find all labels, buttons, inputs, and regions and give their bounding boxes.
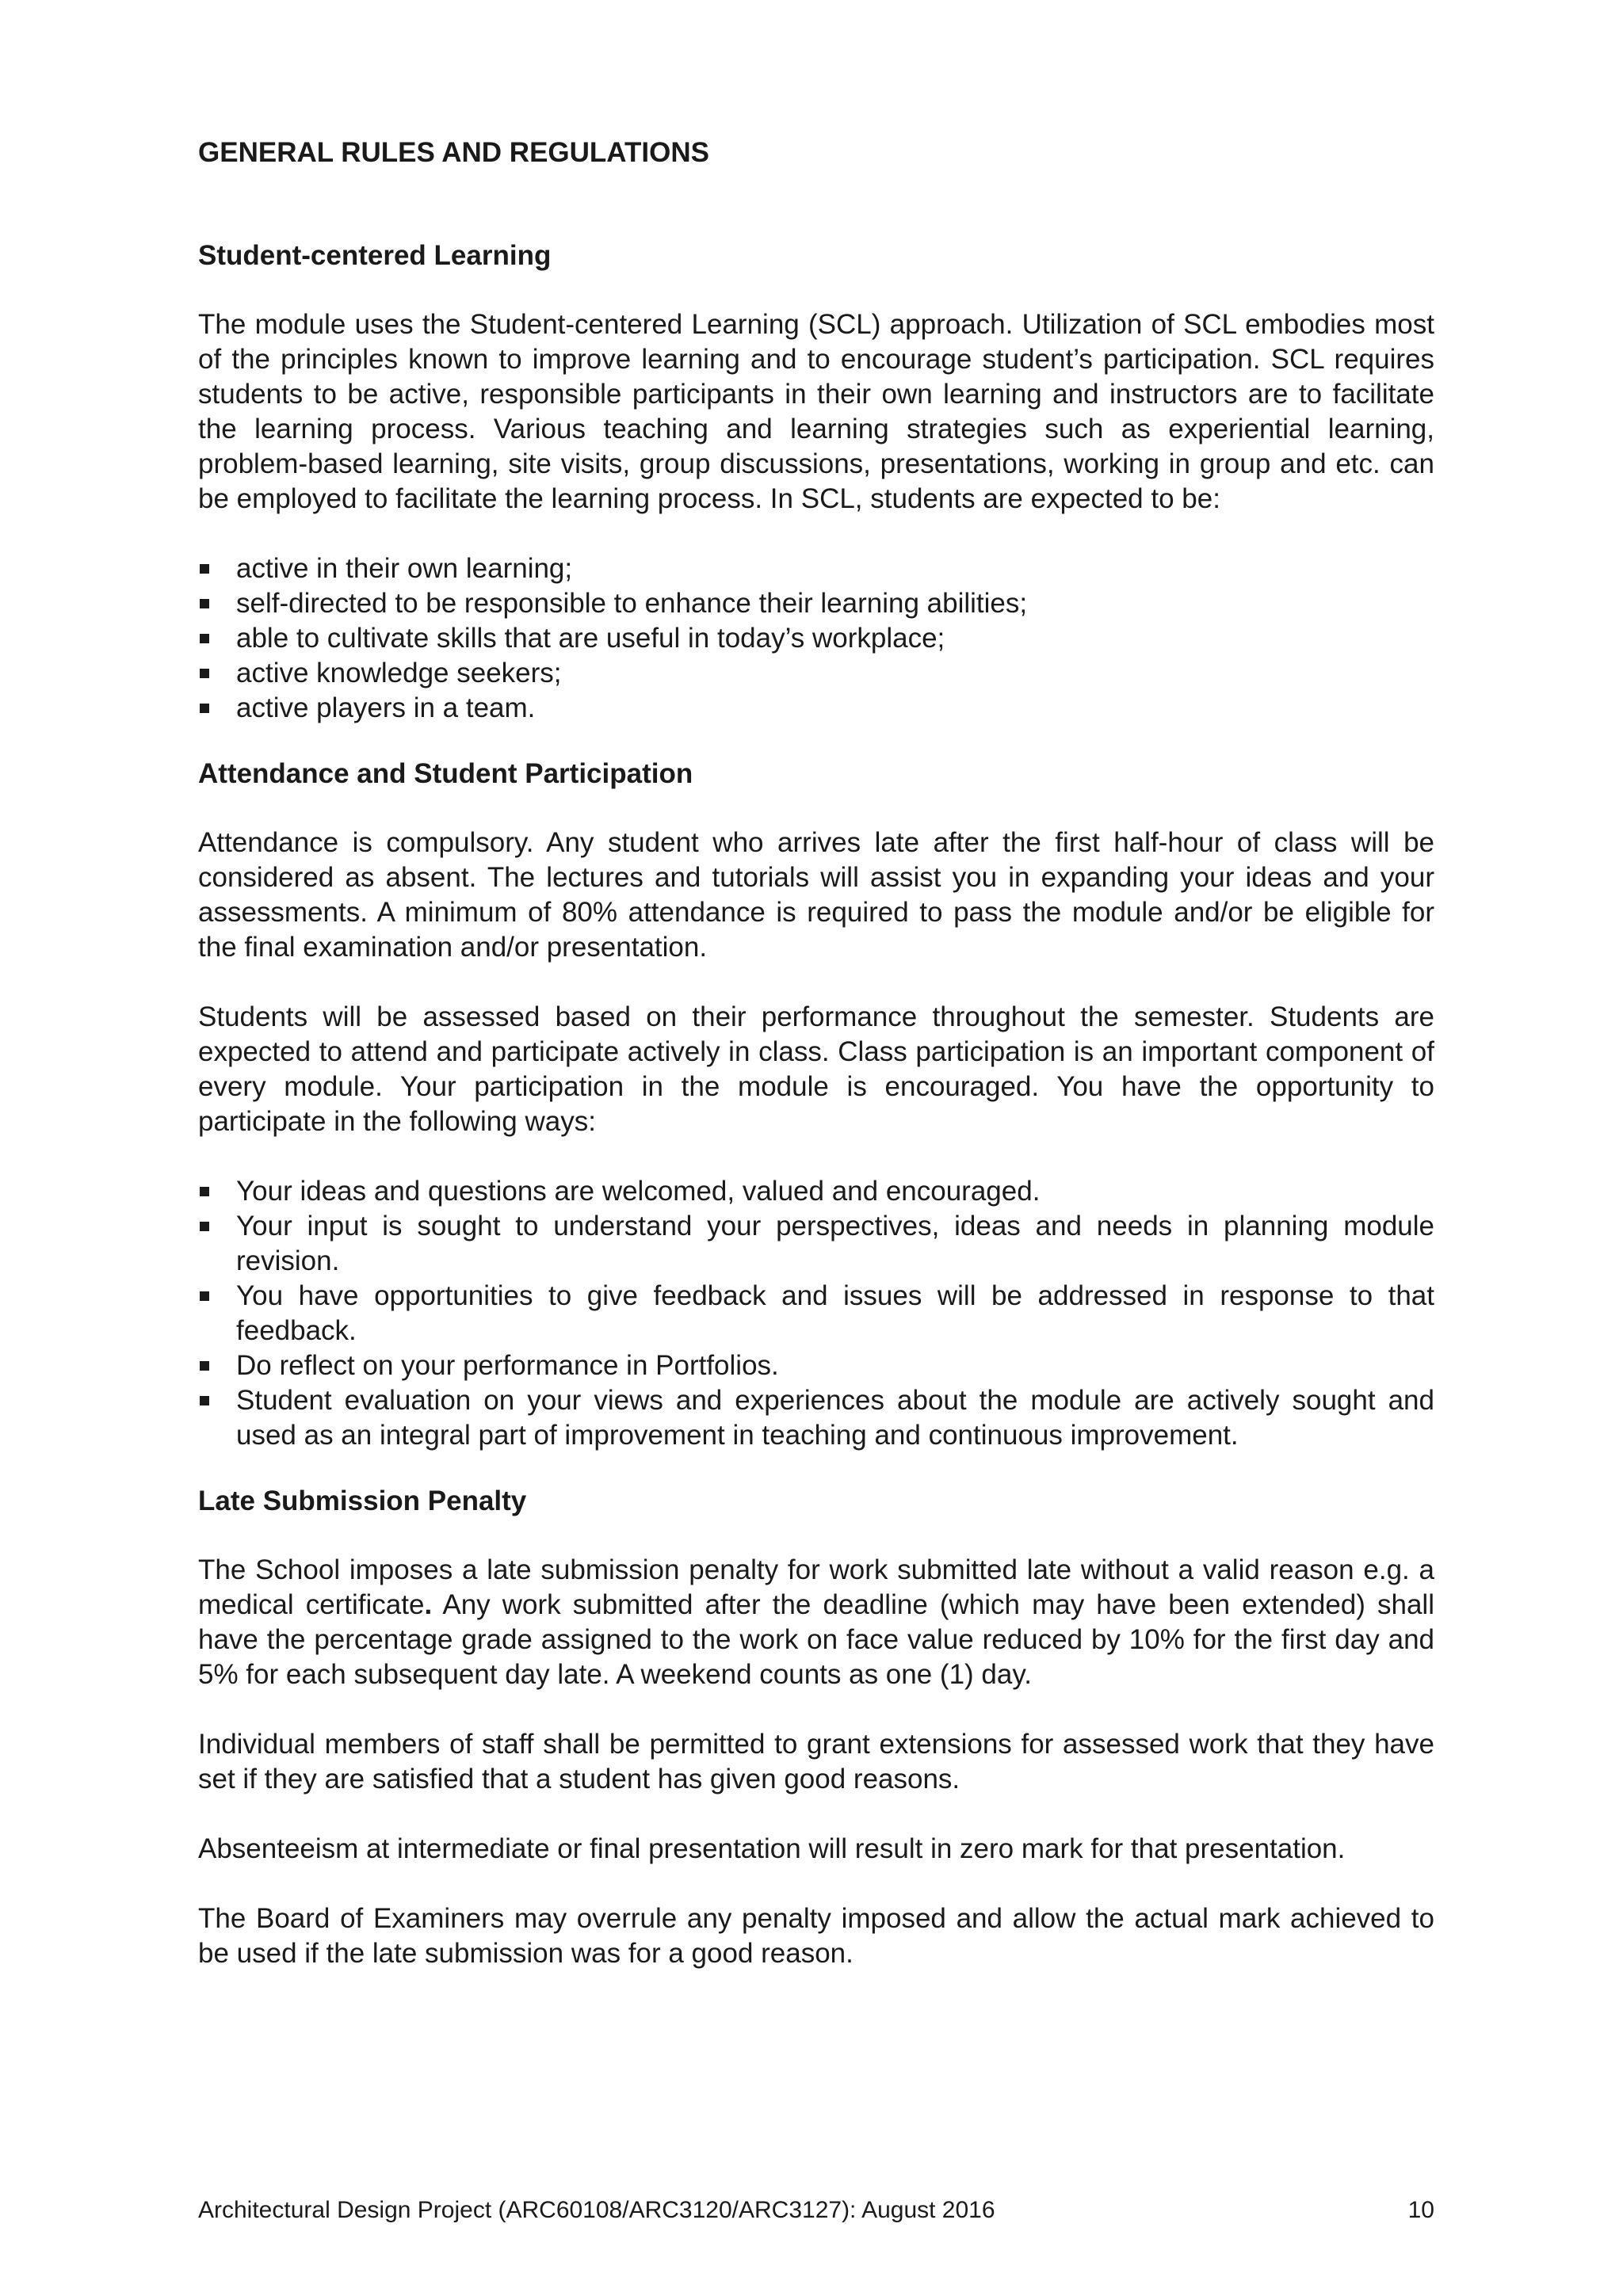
square-bullet-icon [200, 599, 209, 608]
attendance-paragraph-2: Students will be assessed based on their performance throughout the semester. Students are expected to attend and participate actively in class. Class participation is an important component of every module. Your participation in the module is encouraged. You have the opportunity to participate in the following ways: [198, 1001, 1434, 1137]
square-bullet-icon [200, 669, 209, 678]
list-item-text: active in their own learning; [236, 553, 573, 584]
page-number: 10 [1407, 2197, 1434, 2223]
list-item-text: active knowledge seekers; [236, 658, 562, 688]
list-item-text: active players in a team. [236, 692, 536, 723]
late-paragraph-1 [198, 1553, 1434, 1692]
list-item-text: You have opportunities to give feedback and issues will be addressed in response to that feedback. [236, 1280, 1434, 1346]
square-bullet-icon [200, 634, 209, 643]
list-item-text: self-directed to be responsible to enhance their learning abilities; [236, 588, 1028, 619]
list-item-text: Your ideas and questions are welcomed, valued and encouraged. [236, 1176, 1041, 1207]
list-item [198, 1383, 1434, 1453]
page-title: GENERAL RULES AND REGULATIONS [198, 137, 709, 168]
square-bullet-icon [200, 1361, 209, 1371]
list-item [198, 1174, 1434, 1209]
list-item-text: Student evaluation on your views and experiences about the module are actively sought and used as an integral part of improvement in teaching and continuous improvement. [236, 1385, 1434, 1451]
scl-paragraph: The module uses the Student-centered Learning (SCL) approach. Utilization of SCL embodies most of the principles known to improve learning and to encourage student’s participation. SCL requires students to be active, responsible participants in their own learning and instructors are to facilitate the learning process. Various teaching and learning strategies such as experiential learning, problem-based learning, site visits, group discussions, presentations, working in group and etc. can be employed to facilitate the learning process. In SCL, students are expected to be: [198, 309, 1434, 514]
late-submission-heading: Late Submission Penalty [198, 1486, 527, 1516]
attendance-paragraph-1: Attendance is compulsory. Any student who arrives late after the first half-hour of class will be considered as absent. The lectures and tutorials will assist you in expanding your ideas and your assessments. A minimum of 80% attendance is required to pass the module and/or be eligible for the final examination and/or presentation. [198, 827, 1434, 963]
list-item-text: able to cultivate skills that are useful in today’s workplace; [236, 623, 945, 654]
list-item [198, 586, 1434, 621]
late-paragraph-2: Individual members of staff shall be permitted to grant extensions for assessed work that they have set if they are satisfied that a student has given good reasons. [198, 1729, 1434, 1794]
list-item [198, 1348, 1434, 1383]
late-paragraph-1-part-a: The School imposes a late submission penalty for work submitted late without a valid reason e.g. a medical certificate [198, 1554, 1434, 1620]
late-paragraph-3: Absenteeism at intermediate or final presentation will result in zero mark for that presentation. [198, 1833, 1346, 1864]
square-bullet-icon [200, 1187, 209, 1196]
late-paragraph-4: The Board of Examiners may overrule any penalty imposed and allow the actual mark achieved to be used if the late submission was for a good reason. [198, 1903, 1434, 1969]
list-item [198, 691, 1434, 726]
scl-bullet-list [198, 551, 1434, 726]
scl-heading: Student-centered Learning [198, 240, 552, 271]
footer-text: Architectural Design Project (ARC60108/ARC3120/ARC3127): August 2016 [198, 2197, 995, 2223]
list-item [198, 621, 1434, 656]
square-bullet-icon [200, 564, 209, 574]
square-bullet-icon [200, 1222, 209, 1231]
document-page [198, 135, 1434, 2006]
list-item-text: Your input is sought to understand your perspectives, ideas and needs in planning module revision. [236, 1211, 1434, 1276]
list-item-text: Do reflect on your performance in Portfolios. [236, 1350, 779, 1381]
square-bullet-icon [200, 1291, 209, 1301]
list-item [198, 1279, 1434, 1348]
square-bullet-icon [200, 704, 209, 713]
square-bullet-icon [200, 1396, 209, 1405]
list-item [198, 1209, 1434, 1279]
attendance-heading: Attendance and Student Participation [198, 758, 693, 789]
page-footer [198, 2196, 1434, 2225]
late-paragraph-1-bold-dot: . [424, 1589, 433, 1620]
list-item [198, 551, 1434, 586]
list-item [198, 656, 1434, 691]
late-paragraph-1-part-b: Any work submitted after the deadline (which may have been extended) shall have the percentage grade assigned to the work on face value reduced by 10% for the first day and 5% for each subsequent day late. A weekend counts as one (1) day. [198, 1589, 1434, 1690]
participation-bullet-list [198, 1174, 1434, 1453]
